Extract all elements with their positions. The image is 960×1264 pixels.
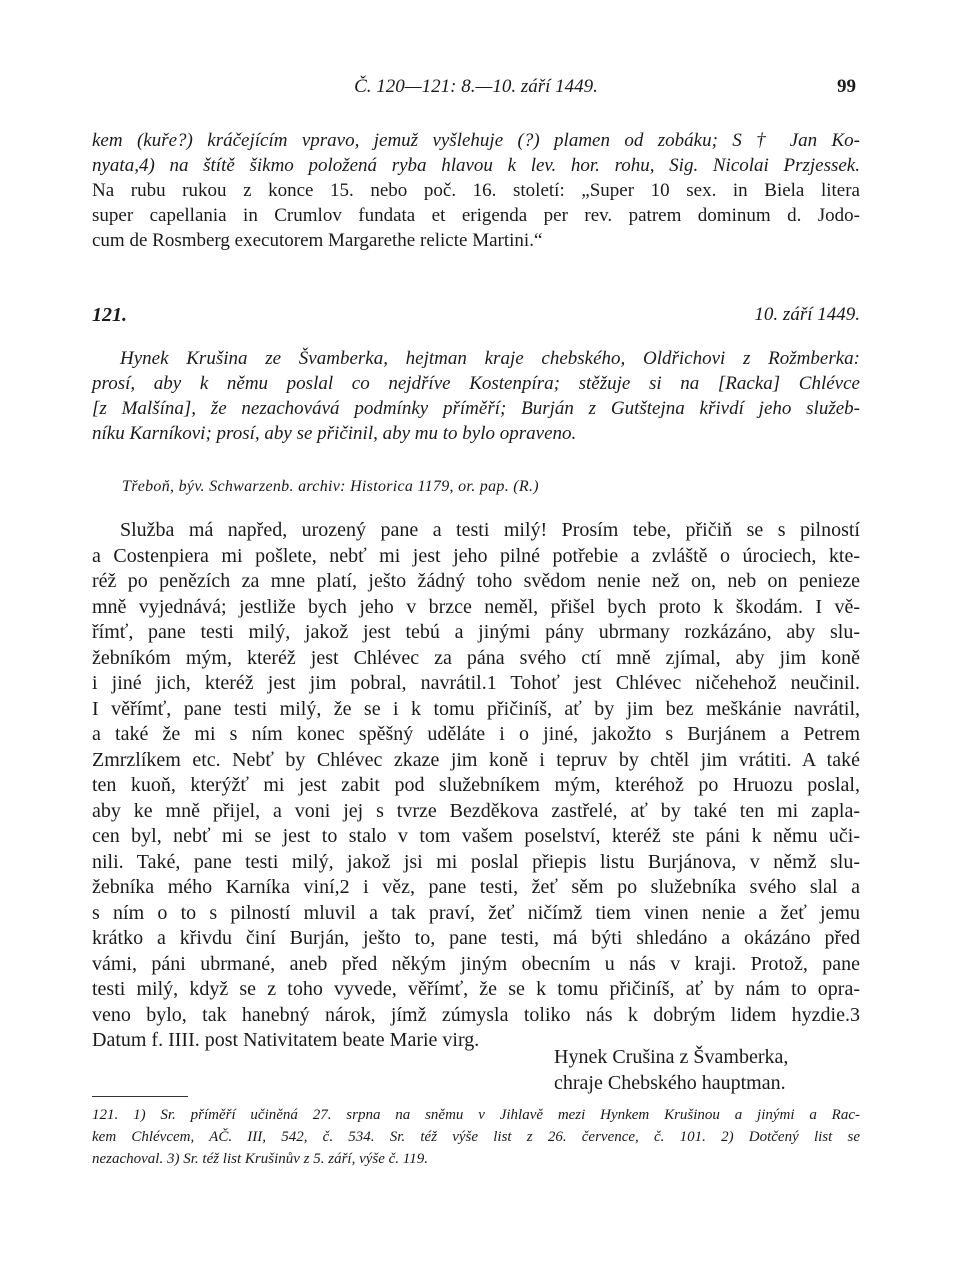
letter-line: nili. Také, pane testi milý, jakož jsi mi poslal přiepis listu Burjánova, v němž slu- [92,850,860,873]
running-head: Č. 120—121: 8.—10. září 1449. [354,76,598,97]
previous-entry-line: kem (kuře?) kráčejícím vpravo, jemuž vyšlehuje (?) plamen od zobáku; S † Jan Ko- [92,130,860,151]
letter-line: a Costenpiera mi pošlete, nebť mi jest jeho pilné potřebie a zvláště o úrociech, kte- [92,544,860,567]
archival-source: Třeboň, býv. Schwarzenb. archiv: Historica 1179, or. pap. (R.) [122,478,539,495]
footnote-line: kem Chlévcem, AČ. III, 542, č. 534. Sr. též výše list z 26. července, č. 101. 2) Dotčený list se [92,1129,860,1145]
letter-line: réž po penězích za mne platí, ješto žádný toho svědom nenie než on, neb on penieze [92,570,860,592]
letter-line: cen byl, nebť mi se jest to stalo v tom vašem poselství, kteréž ste páni k němu uči- [92,825,860,847]
letter-text [92,518,860,1054]
footnote-line: nezachoval. 3) Sr. též list Krušinův z 5. září, výše č. 119. [92,1151,428,1167]
letter-line: s ním o to s pilností mluvil a tak praví, žeť ničímž tiem vinen nenie a žeť jemu [92,901,860,924]
regest-line: prosí, aby k němu poslal co nejdříve Kostenpíra; stěžuje si na [Racka] Chlévce [92,373,860,394]
signature-line: Hynek Crušina z Švamberka, [554,1046,789,1068]
letter-line: žebníka mého Karníka viní,2 i věz, pane testi, žeť sěm po služebníka svého slal a [92,876,860,898]
document-heading [92,304,860,330]
letter-line: testi milý, když se z toho vyvede, věřímť, že se k tomu přičiníš, ať by nám to opra- [92,978,860,1000]
letter-line: Služba má napřed, urozený pane a testi milý! Prosím tebe, přičiň se s pilností [120,519,860,541]
previous-entry-line: Na rubu rukou z konce 15. nebo poč. 16. století: „Super 10 sex. in Biela litera [92,180,860,201]
letter-line: krátko a křivdu činí Burján, ješto to, pane testi, má býti shledáno a okázáno před [92,927,860,949]
letter-line: veno bylo, tak hanebný nárok, jímž zúmysla toliko nás k dobrým lidem hyzdie.3 [92,1003,860,1026]
previous-entry-line: nyata,4) na štítě šikmo položená ryba hlavou k lev. hor. rohu, Sig. Nicolai Przjessek. [92,155,860,176]
previous-entry-text [92,128,860,253]
page-number: 99 [837,76,856,97]
previous-entry-line: cum de Rosmberg executorem Margarethe relicte Martini.“ [92,230,543,251]
footnotes [92,1104,860,1170]
previous-entry-line: super capellania in Crumlov fundata et erigenda per rev. patrem dominum d. Jodo- [92,205,860,226]
letter-line: ten kuoň, kterýžť mi jest zabit pod služebníkem mým, kteréhož po Hruozu poslal, [92,774,860,796]
regest [92,346,860,446]
letter-line: vámi, páni ubrmané, aneb před někým jiným obecním u nás v kraji. Protož, pane [92,952,860,975]
document-date: 10. září 1449. [754,304,860,325]
regest-line: [z Malšína], že nezachovává podmínky příměří; Burján z Gutštejna křivdí jeho služeb- [92,398,860,419]
regest-line: Hynek Krušina ze Švamberka, hejtman kraje chebského, Oldřichovi z Rožmberka: [120,348,860,369]
letter-line: Datum f. IIII. post Nativitatem beate Marie virg. [92,1029,480,1051]
letter-line: I věřímť, pane testi milý, že se i k tomu přičiníš, ať by jim bez meškánie navrátil, [92,697,860,720]
letter-line: aby ke mně přijel, a voni jej s tvrze Bezděkova zastřelé, ať by také ten mi zapla- [92,799,860,822]
signature-block [554,1044,788,1096]
document-number: 121. [92,304,127,326]
letter-line: i jiné jich, kteréž jest jim pobral, navrátil.1 Tohoť jest Chlévec ničehehož neučinil. [92,672,860,694]
footnote-divider [92,1096,188,1097]
letter-line: mně vyjednává; jestliže bych jeho v brzce neměl, přišel bych proto k škodám. I vě- [92,595,860,618]
letter-line: a také že mi s ním konec spěšný uděláte i o jiné, jakožto s Burjánem a Petrem [92,723,860,745]
regest-line: níku Karníkovi; prosí, aby se přičinil, aby mu to bylo opraveno. [92,423,577,444]
letter-line: žebníkóm mým, kteréž jest Chlévec za pána svého ctí mně zjímal, aby jim koně [92,646,860,669]
signature-line: chraje Chebského hauptman. [554,1072,786,1094]
letter-line: římť, pane testi milý, jakož jest tebú a jinými pány ubrmany rozkázáno, aby slu- [92,621,860,643]
letter-line: Zmrzlíkem etc. Nebť by Chlévec zkaze jim koně i tepruv by chtěl jim vrátiti. A také [92,748,860,771]
footnote-line: 121. 1) Sr. příměří učiněná 27. srpna na sněmu v Jihlavě mezi Hynkem Krušinou a jinými a Rac- [92,1107,860,1123]
